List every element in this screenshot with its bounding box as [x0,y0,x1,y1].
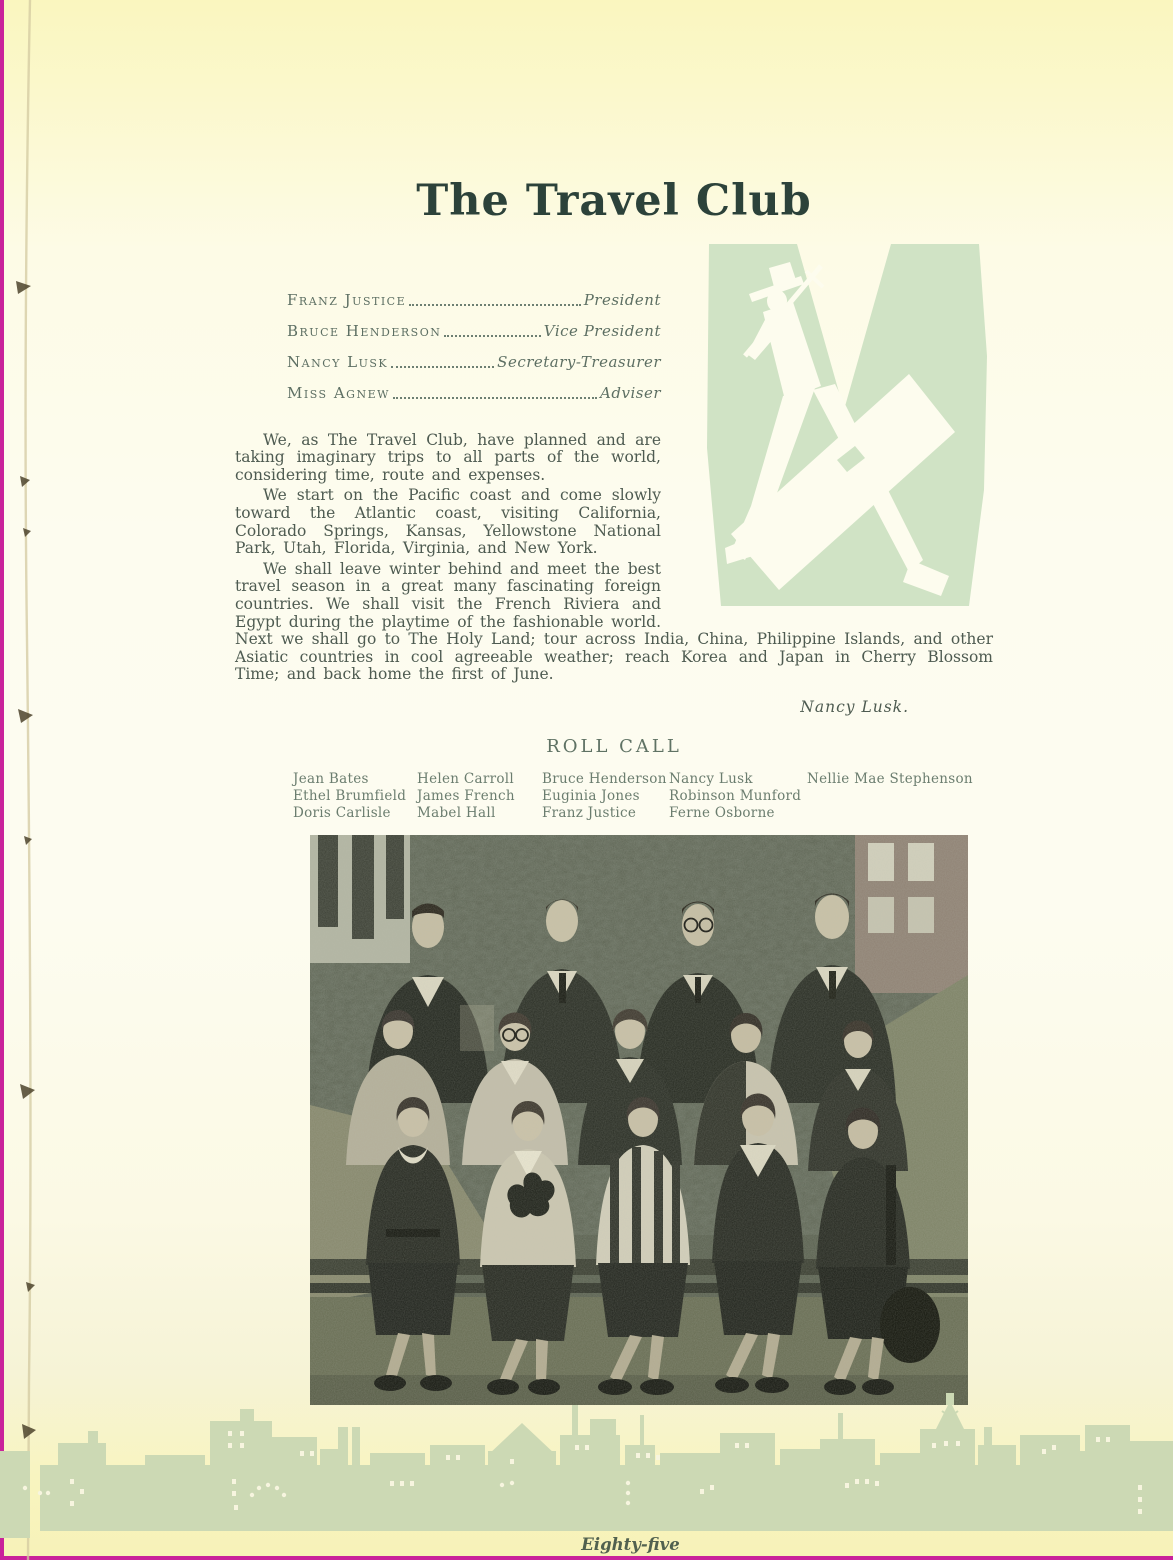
roll-call-name: Helen Carroll [417,770,515,787]
city-skyline-icon [0,1393,1173,1538]
binding-crease [0,0,60,1560]
dotted-leader [409,304,581,306]
officer-row [287,371,661,402]
roll-call-name: Robinson Munford [669,787,802,804]
roll-call-name: Jean Bates [293,770,369,787]
roll-call-column [669,771,807,822]
officer-title: Adviser [600,383,661,402]
roll-call-column [293,771,417,822]
club-group-photo [310,835,968,1405]
city-skyline [0,1393,1173,1538]
dotted-leader [444,335,540,337]
paragraph: We shall leave winter behind and meet the best travel season in a great many fascinating foreign countries. We shall visit the French Riviera and Egypt during the playtime of the fashionable world. Next we shall go to The Holy Land; tour across India, China, Philippine Islands, and other Asiatic countries in cool agreeable weather; reach Korea and Japan in Cherry Blossom Time; and back home the first of June. [235,559,993,684]
scan-edge-bottom [0,1556,1173,1560]
officer-title: Secretary-Treasurer [497,352,661,371]
roll-call-column [542,771,669,822]
roll-call-name: Ferne Osborne [669,804,775,821]
officer-row [287,309,661,340]
page-title: The Travel Club [416,176,812,226]
roll-call-column [417,771,542,822]
roll-call-column [807,771,973,822]
roll-call-name: Euginia Jones [542,787,640,804]
officer-title: President [583,290,661,309]
group-photo-image [310,835,968,1405]
officer-name: Nancy Lusk [287,352,389,371]
roll-call-heading: ROLL CALL [546,735,682,757]
officer-name: Bruce Henderson [287,321,442,340]
roll-call-name: Doris Carlisle [293,804,391,821]
traveler-with-suitcase-icon [687,238,1005,610]
page-number: Eighty-five [581,1535,680,1554]
paragraph: We, as The Travel Club, have planned and are taking imaginary trips to all parts of the world, considering time, route and expenses. [235,430,661,484]
officer-name: Franz Justice [287,290,407,309]
roll-call-list [293,771,993,822]
article-signature: Nancy Lusk. [800,697,909,716]
dotted-leader [393,397,597,399]
roll-call-name: James French [417,787,515,804]
dotted-leader [391,366,494,368]
officer-row [287,340,661,371]
roll-call-name: Nancy Lusk [669,770,753,787]
roll-call-name: Ethel Brumfield [293,787,407,804]
officer-name: Miss Agnew [287,383,390,402]
paragraph: We start on the Pacific coast and come slowly toward the Atlantic coast, visiting California, Colorado Springs, Kansas, Yellowstone National Park, Utah, Florida, Virginia, and New York. [235,486,661,558]
roll-call-name: Franz Justice [542,804,637,821]
roll-call-name: Nellie Mae Stephenson [807,770,973,787]
roll-call-name: Mabel Hall [417,804,496,821]
officer-title: Vice President [543,321,661,340]
officer-row [287,278,661,309]
page-content [235,176,993,1405]
roll-call-name: Bruce Henderson [542,770,667,787]
traveler-illustration [687,238,1005,610]
